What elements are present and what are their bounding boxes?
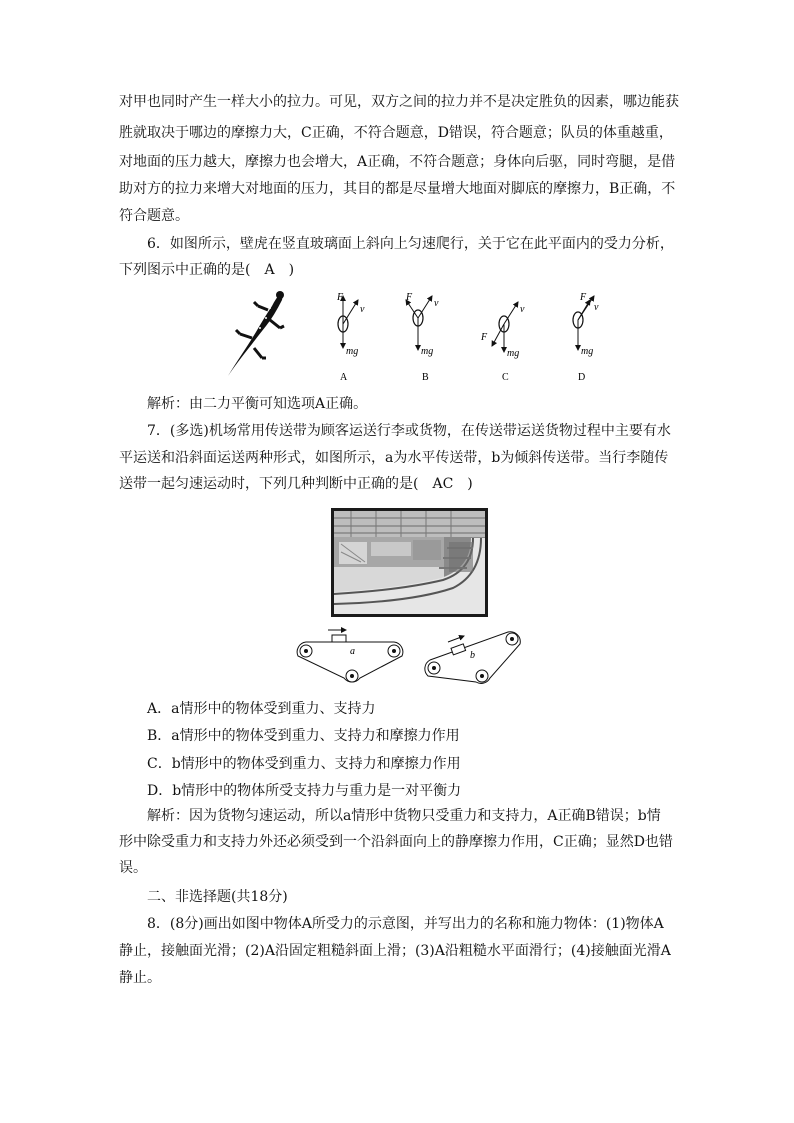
label-F: F bbox=[580, 292, 587, 303]
belt-label-b: b bbox=[470, 650, 475, 661]
option-label-a: A bbox=[340, 372, 348, 383]
diagram-option-c bbox=[480, 302, 525, 383]
question-7-analysis: 形中除受重力和支持力外还必须受到一个沿斜面向上的静摩擦力作用，C正确；显然D也错 bbox=[119, 834, 673, 850]
text-line: 助对方的拉力来增大对地面的压力，其目的都是尽量增大地面对脚底的摩擦力，B正确，不 bbox=[119, 181, 676, 197]
option-label-c: C bbox=[502, 372, 509, 383]
text-line: 胜就取决于哪边的摩擦力大，C正确，不符合题意，D错误，符合题意；队员的体重越重， bbox=[119, 125, 673, 141]
question-7: 7．(多选)机场常用传送带为顾客运送行李或货物，在传送带运送货物过程中主要有水 bbox=[147, 423, 671, 439]
gecko-figure bbox=[222, 288, 288, 378]
label-v: v bbox=[434, 298, 439, 309]
choice-b: B．a情形中的物体受到重力、支持力和摩擦力作用 bbox=[147, 728, 460, 744]
label-v: v bbox=[520, 304, 525, 315]
question-8: 静止，接触面光滑；(2)A沿固定粗糙斜面上滑；(3)A沿粗糙水平面滑行；(4)接触面光滑A bbox=[119, 943, 671, 959]
airport-conveyor-photo bbox=[331, 508, 488, 617]
label-mg: mg bbox=[581, 346, 594, 357]
conveyor-belt-diagrams bbox=[294, 626, 526, 692]
label-F: F bbox=[406, 292, 413, 303]
diagram-option-b bbox=[405, 292, 439, 383]
question-8: 8．(8分)画出如图中物体A所受力的示意图，并写出力的名称和施力物体：(1)物体A bbox=[147, 916, 664, 932]
belt-a bbox=[297, 630, 403, 682]
question-7-prompt: 送带一起匀速运动时，下列几种判断中正确的是( AC ) bbox=[119, 476, 473, 492]
question-6-analysis: 解析：由二力平衡可知选项A正确。 bbox=[147, 396, 368, 412]
text-line: 对甲也同时产生一样大小的拉力。可见，双方之间的拉力并不是决定胜负的因素，哪边能获 bbox=[119, 94, 679, 110]
force-diagram-options bbox=[318, 288, 608, 386]
choice-d: D．b情形中的物体所受支持力与重力是一对平衡力 bbox=[147, 783, 462, 799]
option-label-d: D bbox=[578, 372, 586, 383]
question-7-analysis: 误。 bbox=[119, 860, 147, 876]
question-6: 6．如图所示，壁虎在竖直玻璃面上斜向上匀速爬行，关于它在此平面内的受力分析， bbox=[147, 236, 674, 252]
label-mg: mg bbox=[346, 346, 359, 357]
question-8: 静止。 bbox=[119, 970, 161, 986]
choice-a: A．a情形中的物体受到重力、支持力 bbox=[147, 701, 376, 717]
label-mg: mg bbox=[421, 346, 434, 357]
label-F: F bbox=[481, 332, 488, 343]
option-label-b: B bbox=[422, 372, 429, 383]
question-7: 平运送和沿斜面运送两种形式，如图所示，a为水平传送带，b为倾斜传送带。当行李随传 bbox=[119, 450, 669, 466]
label-v: v bbox=[594, 302, 599, 313]
label-mg: mg bbox=[507, 348, 520, 359]
text-line: 对地面的压力越大，摩擦力也会增大，A正确，不符合题意；身体向后驱，同时弯腿，是借 bbox=[119, 154, 676, 170]
diagram-option-d bbox=[573, 292, 599, 383]
text-line: 符合题意。 bbox=[119, 208, 189, 224]
choice-c: C．b情形中的物体受到重力、支持力和摩擦力作用 bbox=[147, 756, 461, 772]
question-7-analysis: 解析：因为货物匀速运动，所以a情形中货物只受重力和支持力，A正确B错误；b情 bbox=[147, 808, 661, 824]
question-6-prompt: 下列图示中正确的是( A ) bbox=[119, 262, 295, 278]
diagram-option-a bbox=[336, 292, 365, 383]
label-F: F bbox=[337, 292, 344, 303]
label-v: v bbox=[360, 304, 365, 315]
belt-label-a: a bbox=[350, 646, 355, 657]
belt-b bbox=[425, 632, 520, 684]
section-heading: 二、非选择题(共18分) bbox=[147, 889, 288, 905]
